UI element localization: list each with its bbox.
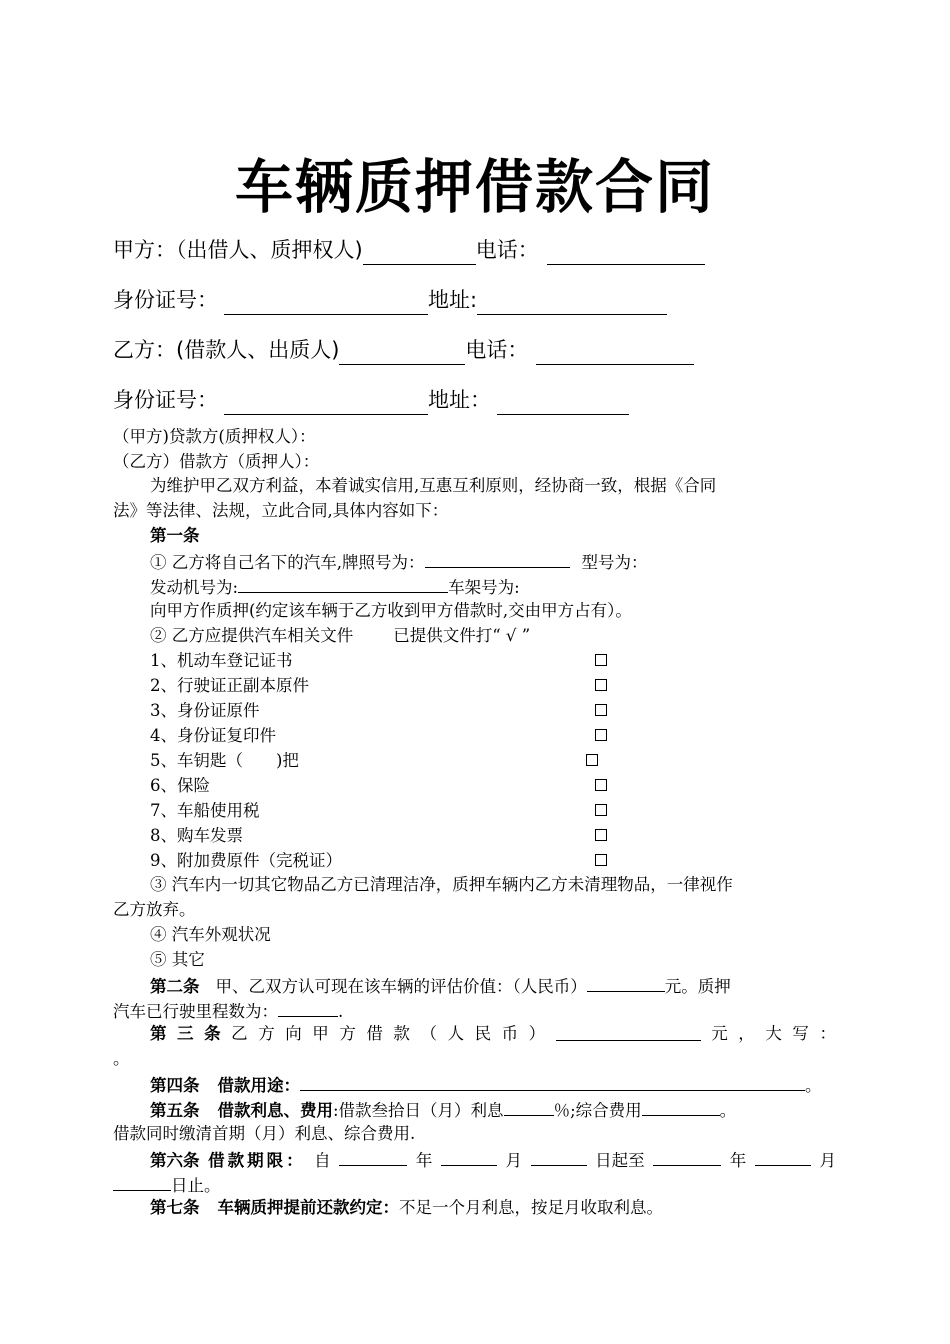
article-3-text: 人 — [447, 1024, 465, 1043]
article-6-line-1 — [150, 1147, 836, 1171]
party-b-line — [113, 335, 694, 365]
loan-amount-blank — [556, 1022, 701, 1041]
fee-blank — [642, 1097, 720, 1116]
article-3-text: 大 — [765, 1024, 782, 1043]
model-label: 型号为： — [581, 553, 648, 572]
month-label: 月 — [819, 1151, 836, 1170]
loan-purpose-blank — [300, 1072, 805, 1091]
doc-item: 1、机动车登记证书 — [150, 651, 293, 670]
article-3-text: 款 — [393, 1024, 410, 1043]
article-3-text: 乙 — [231, 1024, 248, 1043]
party-b-address-label: 地址： — [428, 388, 491, 412]
loan-amount-unit: 元 — [711, 1024, 728, 1043]
doc-item: 8、购车发票 — [150, 826, 243, 845]
purpose-line-1: 为维护甲乙双方利益，本着诚实信用,互惠互利原则，经协商一致，根据《合同 — [150, 476, 717, 495]
doc-item: 3、身份证原件 — [150, 701, 260, 720]
start-day-blank — [531, 1147, 587, 1166]
party-b-phone-label: 电话： — [465, 338, 529, 362]
party-a-phone-blank — [547, 242, 705, 265]
article-2-heading: 第二条 — [150, 977, 200, 996]
frame-label: 车架号为: — [448, 578, 520, 597]
plate-blank — [425, 549, 570, 568]
article-6-heading: 第六条 — [150, 1151, 200, 1170]
doc-checkbox[interactable] — [595, 854, 607, 866]
interest-rate-blank — [504, 1097, 554, 1116]
article-3-text: 借 — [366, 1024, 383, 1043]
party-a-address-label: 地址: — [428, 288, 478, 312]
party-b-id-label: 身份证号： — [113, 388, 218, 412]
party-a-label: 甲方：（出借人、质押权人) — [113, 238, 363, 262]
mileage-blank — [278, 998, 338, 1017]
article-3-text: 币 — [501, 1024, 519, 1043]
items-clean-line-2: 乙方放弃。 — [113, 900, 196, 919]
article-2-line-2 — [113, 998, 343, 1022]
article-3-text: （ — [420, 1024, 437, 1043]
article-3-text: 民 — [474, 1024, 492, 1043]
documents-line — [150, 624, 530, 648]
article-7-heading: 第七条 — [150, 1198, 200, 1217]
end-year-blank — [653, 1147, 721, 1166]
engine-line — [150, 574, 520, 598]
valuation-label: 甲、乙双方认可现在该车辆的评估价值：（人民币） — [215, 977, 587, 996]
article-4-heading: 第四条 — [150, 1076, 200, 1095]
article-6-end: 日止。 — [171, 1176, 221, 1195]
valuation-blank — [587, 973, 665, 992]
article-4-line — [150, 1072, 822, 1096]
article-2-line-1 — [150, 973, 731, 997]
loan-term-to: 日起至 — [595, 1151, 645, 1170]
start-year-blank — [339, 1147, 407, 1166]
start-month-blank — [441, 1147, 497, 1166]
doc-checkbox[interactable] — [586, 754, 598, 766]
loan-purpose-label: 借款用途： — [217, 1076, 300, 1095]
year-label: 年 — [729, 1151, 747, 1170]
doc-checkbox[interactable] — [595, 829, 607, 841]
party-b-id-line — [113, 385, 629, 415]
doc-checkbox[interactable] — [595, 779, 607, 791]
party-a-name-blank — [363, 242, 476, 265]
article-3-text: 甲 — [312, 1024, 329, 1043]
article-3-heading: 条 — [204, 1024, 221, 1043]
valuation-unit: 元。质押 — [664, 977, 731, 996]
month-label: 月 — [505, 1151, 522, 1170]
doc-item: 4、身份证复印件 — [150, 726, 276, 745]
article-1-heading: 第一条 — [150, 526, 200, 545]
party-a-phone-label: 电话： — [475, 238, 539, 262]
plate-line — [150, 549, 648, 573]
pledge-line: 向甲方作质押(约定该车辆于乙方收到甲方借款时,交由甲方占有）。 — [150, 601, 632, 620]
documents-note: 已提供文件打“ √ ” — [393, 626, 531, 645]
article-3-text: 写 — [792, 1024, 809, 1043]
plate-label: ① 乙方将自己名下的汽车,牌照号为： — [150, 553, 425, 572]
party-b-address-blank — [497, 392, 629, 415]
engine-blank — [238, 574, 448, 593]
article-4-end: 。 — [805, 1076, 822, 1095]
article-3-heading: 三 — [177, 1024, 194, 1043]
article-3-line — [150, 1022, 836, 1046]
article-3-heading: 第 — [150, 1024, 167, 1043]
fee-label: ％;综合费用 — [553, 1101, 642, 1120]
party-a-line — [113, 235, 705, 265]
prepayment-label: 车辆质押提前还款约定： — [217, 1198, 399, 1217]
doc-item: 9、附加费原件（完税证） — [150, 851, 342, 870]
article-7-line — [150, 1196, 663, 1220]
mileage-end: . — [338, 1002, 344, 1021]
article-3-text: 方 — [258, 1024, 275, 1043]
article-3-text: ： — [819, 1024, 836, 1043]
items-clean-line-1: ③ 汽车内一切其它物品乙方已清理洁净，质押车辆内乙方未清理物品，一律视作 — [150, 875, 733, 894]
article-3-text: ） — [528, 1024, 546, 1043]
borrower-line: （乙方）借款方（质押人）： — [113, 452, 320, 471]
year-label: 年 — [415, 1151, 433, 1170]
article-5-line-2: 借款同时缴清首期（月）利息、综合费用. — [113, 1124, 416, 1143]
article-5-heading: 第五条 — [150, 1101, 200, 1120]
doc-item: 7、车船使用税 — [150, 801, 260, 820]
appearance-line: ④ 汽车外观状况 — [150, 925, 271, 944]
document-title: 车辆质押借款合同 — [234, 153, 715, 221]
doc-checkbox[interactable] — [595, 704, 607, 716]
end-month-blank — [755, 1147, 811, 1166]
engine-label: 发动机号为: — [150, 578, 239, 597]
article-5-line-1 — [150, 1097, 736, 1121]
mileage-label: 汽车已行驶里程数为： — [113, 1002, 278, 1021]
doc-item: 6、保险 — [150, 776, 210, 795]
loan-term-label: 借款期限： — [208, 1151, 306, 1170]
party-b-label: 乙方：(借款人、出质人) — [113, 338, 340, 362]
party-a-address-blank — [477, 292, 667, 315]
article-6-line-2 — [113, 1172, 221, 1196]
party-a-id-line — [113, 285, 667, 315]
loan-term-from: 自 — [314, 1151, 331, 1170]
party-b-id-blank — [224, 392, 428, 415]
article-5-end: 。 — [719, 1101, 737, 1120]
prepayment-text: 不足一个月利息，按足月收取利息。 — [399, 1198, 663, 1217]
doc-item: 2、行驶证正副本原件 — [150, 676, 309, 695]
interest-text: :借款叁拾日（月）利息 — [333, 1101, 504, 1120]
doc-item: 5、车钥匙（ )把 — [150, 751, 299, 770]
party-a-id-label: 身份证号： — [113, 288, 218, 312]
article-3-text: 方 — [339, 1024, 356, 1043]
documents-label: ② 乙方应提供汽车相关文件 — [150, 626, 354, 645]
doc-checkbox[interactable] — [595, 804, 607, 816]
lender-line: （甲方)贷款方(质押权人）： — [113, 427, 316, 446]
party-b-name-blank — [339, 342, 465, 365]
other-line: ⑤ 其它 — [150, 950, 205, 969]
doc-checkbox[interactable] — [595, 729, 607, 741]
article-3-end: 。 — [113, 1049, 130, 1068]
doc-checkbox[interactable] — [595, 654, 607, 666]
party-b-phone-blank — [536, 342, 694, 365]
article-3-text: 向 — [285, 1024, 302, 1043]
end-day-blank — [113, 1172, 171, 1191]
party-a-id-blank — [224, 292, 428, 315]
purpose-line-2: 法》等法律、法规，立此合同,具体内容如下： — [113, 501, 449, 520]
article-3-text: ， — [738, 1024, 755, 1043]
doc-checkbox[interactable] — [595, 679, 607, 691]
interest-label: 借款利息、费用 — [217, 1101, 333, 1120]
